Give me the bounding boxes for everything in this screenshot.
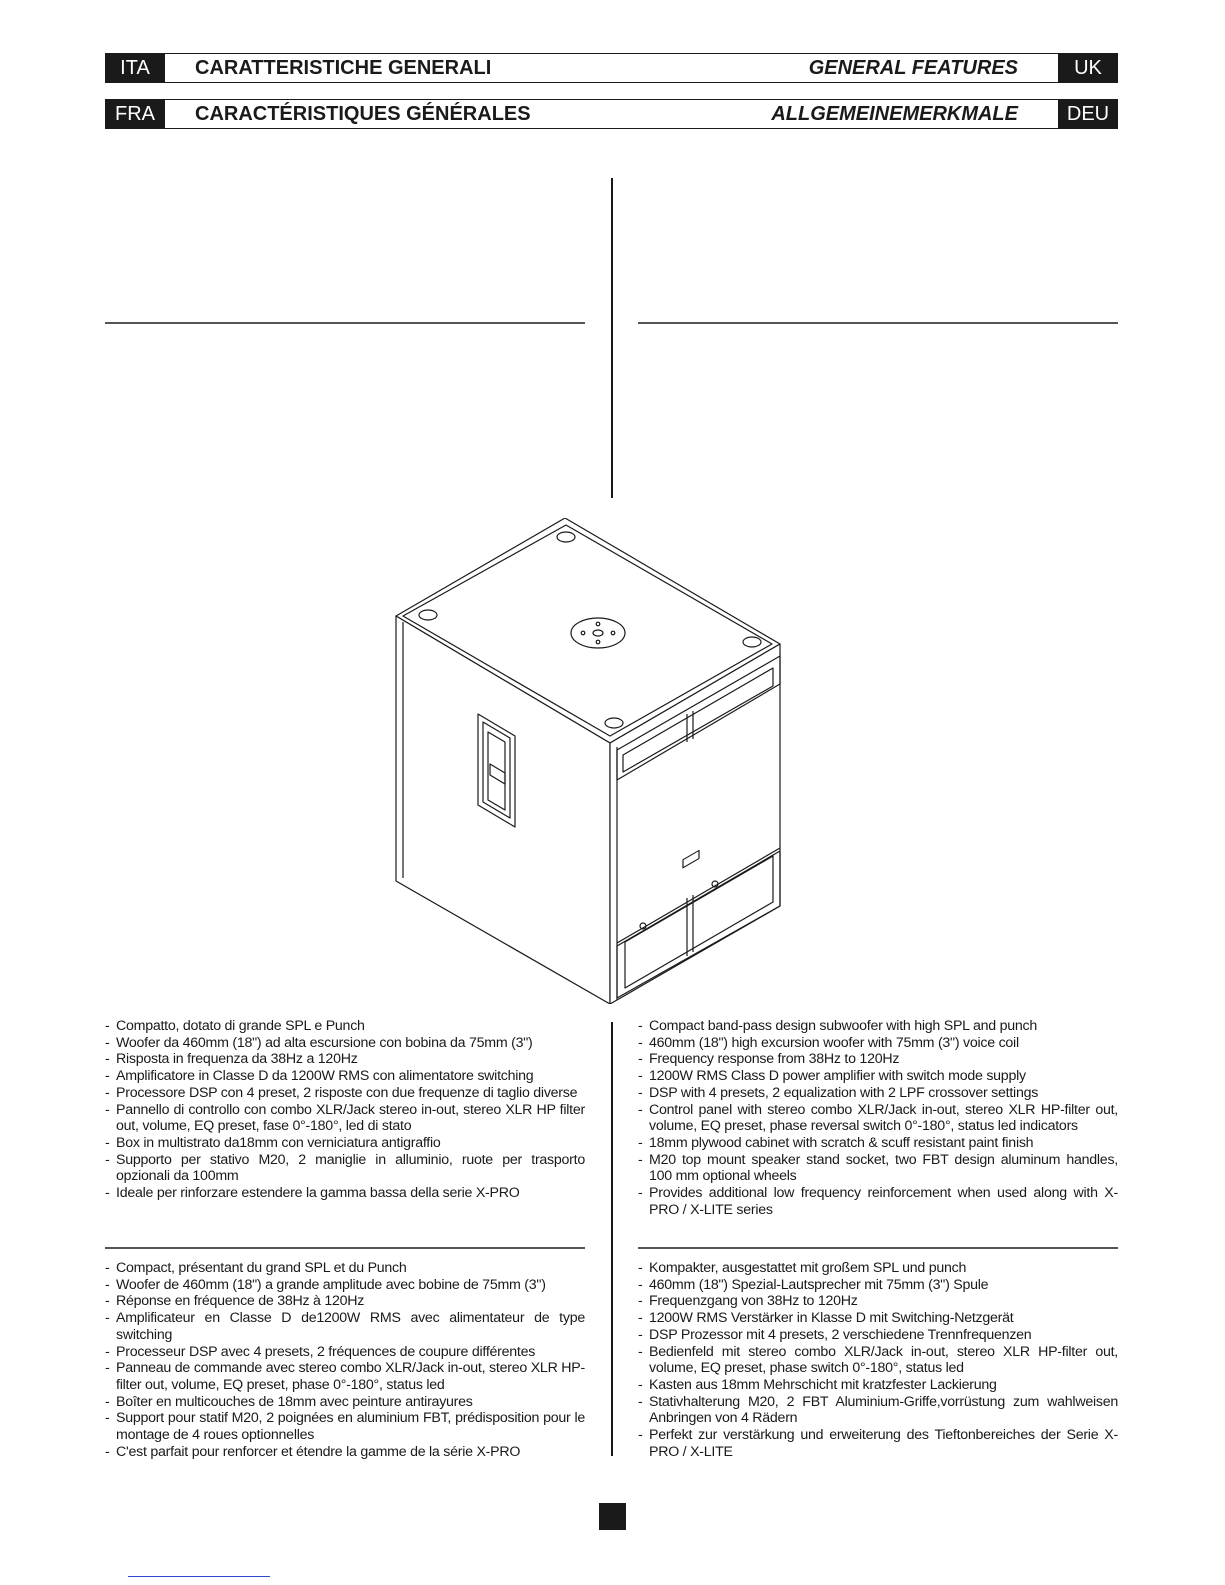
list-item: - 460mm (18") Spezial-Lautsprecher mit 75mm (3") Spule bbox=[638, 1277, 1118, 1294]
list-item: - 1200W RMS Verstärker in Klasse D mit Switching-Netzgerät bbox=[638, 1310, 1118, 1327]
list-item: - C'est parfait pour renforcer et étendre la gamme de la série X-PRO bbox=[105, 1444, 585, 1461]
feature-list-fra bbox=[105, 1260, 585, 1460]
list-item: - Réponse en fréquence de 38Hz à 120Hz bbox=[105, 1293, 585, 1310]
list-item: - Processeur DSP avec 4 presets, 2 fréquences de coupure différentes bbox=[105, 1344, 585, 1361]
separator-line bbox=[105, 1247, 585, 1249]
section-title-deu: ALLGEMEINEMERKMALE bbox=[771, 103, 1018, 125]
list-item: - 18mm plywood cabinet with scratch & scuff resistant paint finish bbox=[638, 1135, 1118, 1152]
list-item: - Ideale per rinforzare estendere la gamma bassa della serie X-PRO bbox=[105, 1185, 585, 1202]
column-divider-bottom bbox=[611, 1022, 613, 1456]
header-bar bbox=[165, 53, 1058, 83]
list-item: - Bedienfeld mit stereo combo XLR/Jack in-out, stereo XLR HP-filter out, volume, EQ preset, phase switch 0°-180°, status led bbox=[638, 1344, 1118, 1377]
header-row-fra-deu bbox=[105, 99, 1118, 129]
section-title-fra: CARACTÉRISTIQUES GÉNÉRALES bbox=[195, 103, 531, 125]
feature-list-uk bbox=[638, 1018, 1118, 1218]
list-item: - Control panel with stereo combo XLR/Jack in-out, stereo XLR HP-filter out, volume, EQ preset, phase reversal switch 0°-180°, status led indicators bbox=[638, 1102, 1118, 1135]
section-title-uk: GENERAL FEATURES bbox=[808, 57, 1018, 79]
header-row-ita-uk bbox=[105, 53, 1118, 83]
separator-line bbox=[638, 1247, 1118, 1249]
page-marker bbox=[599, 1503, 626, 1530]
section-title-ita: CARATTERISTICHE GENERALI bbox=[195, 57, 492, 79]
language-tag-deu: DEU bbox=[1058, 99, 1118, 129]
list-item: - Boîter en multicouches de 18mm avec peinture antirayures bbox=[105, 1394, 585, 1411]
list-item: - Frequency response from 38Hz to 120Hz bbox=[638, 1051, 1118, 1068]
list-item: - Processore DSP con 4 preset, 2 risposte con due frequenze di taglio diverse bbox=[105, 1085, 585, 1102]
list-item: - Support pour statif M20, 2 poignées en aluminium FBT, prédisposition pour le montage de 4 roues optionnelles bbox=[105, 1410, 585, 1443]
link-underline bbox=[128, 1576, 270, 1577]
language-tag-ita: ITA bbox=[105, 53, 165, 83]
language-tag-uk: UK bbox=[1058, 53, 1118, 83]
list-item: - Perfekt zur verstärkung und erweiterung des Tieftonbereiches der Serie X-PRO / X-LITE bbox=[638, 1427, 1118, 1460]
list-item: - Stativhalterung M20, 2 FBT Aluminium-Griffe,vorrüstung zum wahlweisen Anbringen von 4 Rädern bbox=[638, 1394, 1118, 1427]
column-divider-top bbox=[611, 178, 613, 498]
language-tag-fra: FRA bbox=[105, 99, 165, 129]
separator-line bbox=[638, 322, 1118, 324]
list-item: - Compatto, dotato di grande SPL e Punch bbox=[105, 1018, 585, 1035]
list-item: - Woofer de 460mm (18") a grande amplitude avec bobine de 75mm (3") bbox=[105, 1277, 585, 1294]
list-item: - Risposta in frequenza da 38Hz a 120Hz bbox=[105, 1051, 585, 1068]
list-item: - Amplificatore in Classe D da 1200W RMS con alimentatore switching bbox=[105, 1068, 585, 1085]
list-item: - DSP with 4 presets, 2 equalization with 2 LPF crossover settings bbox=[638, 1085, 1118, 1102]
subwoofer-illustration bbox=[395, 518, 795, 1004]
list-item: - Provides additional low frequency reinforcement when used along with X-PRO / X-LITE series bbox=[638, 1185, 1118, 1218]
separator-line bbox=[105, 322, 585, 324]
list-item: - Kompakter, ausgestattet mit großem SPL und punch bbox=[638, 1260, 1118, 1277]
list-item: - Woofer da 460mm (18") ad alta escursione con bobina da 75mm (3") bbox=[105, 1035, 585, 1052]
list-item: - Amplificateur en Classe D de1200W RMS avec alimentateur de type switching bbox=[105, 1310, 585, 1343]
list-item: - Frequenzgang von 38Hz to 120Hz bbox=[638, 1293, 1118, 1310]
feature-list-ita bbox=[105, 1018, 585, 1202]
list-item: - Supporto per stativo M20, 2 maniglie in alluminio, ruote per trasporto opzionali da 100mm bbox=[105, 1152, 585, 1185]
feature-list-deu bbox=[638, 1260, 1118, 1460]
list-item: - Compact, présentant du grand SPL et du Punch bbox=[105, 1260, 585, 1277]
list-item: - Panneau de commande avec stereo combo XLR/Jack in-out, stereo XLR HP-filter out, volume, EQ preset, phase 0°-180°, status led bbox=[105, 1360, 585, 1393]
list-item: - 460mm (18") high excursion woofer with 75mm (3") voice coil bbox=[638, 1035, 1118, 1052]
list-item: - Kasten aus 18mm Mehrschicht mit kratzfester Lackierung bbox=[638, 1377, 1118, 1394]
list-item: - 1200W RMS Class D power amplifier with switch mode supply bbox=[638, 1068, 1118, 1085]
list-item: - DSP Prozessor mit 4 presets, 2 verschiedene Trennfrequenzen bbox=[638, 1327, 1118, 1344]
header-bar bbox=[165, 99, 1058, 129]
list-item: - Compact band-pass design subwoofer with high SPL and punch bbox=[638, 1018, 1118, 1035]
list-item: - Box in multistrato da18mm con verniciatura antigraffio bbox=[105, 1135, 585, 1152]
list-item: - Pannello di controllo con combo XLR/Jack stereo in-out, stereo XLR HP filter out, volume, EQ preset, fase 0°-180°, led di stato bbox=[105, 1102, 585, 1135]
list-item: - M20 top mount speaker stand socket, two FBT design aluminum handles, 100 mm optional wheels bbox=[638, 1152, 1118, 1185]
